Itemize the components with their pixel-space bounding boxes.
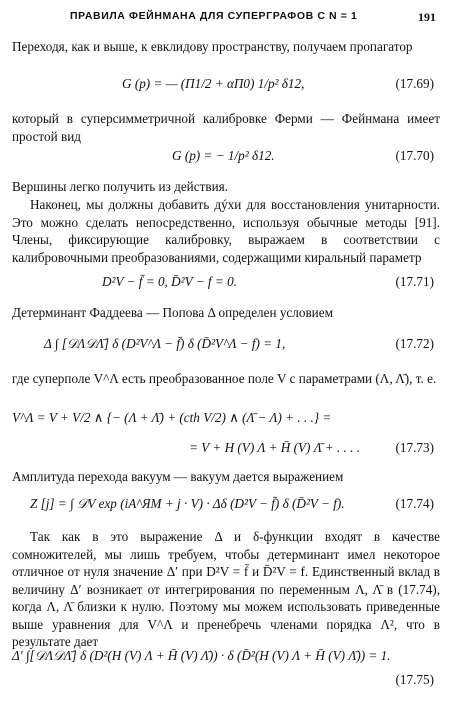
equation-17-72	[12, 334, 440, 360]
equation-formula: Δ ∫ [𝒟Λ𝒟Λ̄] δ (D²V^Λ − f̄) δ (D̄²V^Λ − f) = 1,	[44, 336, 286, 351]
paragraph-3: Вершины легко получить из действия.	[12, 179, 229, 194]
paragraph-2: который в суперсимметричной калибровке Ферми — Фейнмана имеет простой вид	[12, 111, 440, 144]
equation-number: (17.75)	[395, 672, 434, 687]
equation-formula: G (p) = − 1/p² δ12.	[172, 148, 275, 163]
equation-formula: = V + H (V) Λ + H̄ (V) Λ̄ + . . . .	[189, 440, 360, 455]
equation-number: (17.71)	[395, 274, 434, 289]
equation-17-74	[12, 494, 440, 520]
equation-number: (17.73)	[395, 440, 434, 455]
page-header	[0, 10, 452, 26]
equation-number: (17.74)	[395, 496, 434, 511]
equation-formula: Z [j] = ∫ 𝒟V exp (iA^ЯМ + j · V) · Δδ (D²V − f̄) δ (D̄²V − f).	[30, 496, 345, 511]
equation-17-71	[12, 272, 440, 298]
paragraph-7: Амплитуда перехода вакуум — вакуум дается выражением	[12, 469, 344, 484]
equation-formula: G (p) = — (Π1/2 + αΠ0) 1/p² δ12,	[122, 76, 305, 91]
equation-number: (17.70)	[395, 148, 434, 163]
equation-17-69	[12, 74, 440, 100]
equation-17-73-line2	[12, 438, 440, 464]
equation-17-70	[12, 146, 440, 172]
paragraph-5: Детерминант Фаддеева — Попова Δ определен условием	[12, 305, 333, 320]
equation-number: (17.72)	[395, 336, 434, 351]
paragraph-6: где суперполе V^Λ есть преобразованное поле V с параметрами (Λ, Λ̄), т. е.	[12, 371, 437, 386]
equation-17-75	[12, 646, 440, 672]
paragraph-8: Так как в это выражение Δ и δ-функции входят в качестве сомножителей, мы лишь требуем, чтобы детерминант имел некоторое отличное от нуля значение Δ′ при D²V = f̄ и D̄²V = f. Единственный вклад в величину Δ′ возникает от интегрирования по переменным Λ, Λ̄ в (17.74), когда Λ, Λ̄ близки к нулю. Поэтому мы можем использовать приведенные выше уравнения для V^Λ и пренебречь членами порядка Λ², что в результате дает	[12, 529, 440, 649]
page-number: 191	[418, 10, 436, 24]
paragraph-4: Наконец, мы должны добавить дýхи для восстановления унитарности. Это можно сделать непосредственно, используя обычные методы [91]. Члены, фиксирующие калибровку, выражаем в соответствии с калибровочными преобразованиями, содержащими киральный параметр	[12, 197, 440, 265]
equation-17-73-line1	[12, 408, 440, 434]
paragraph-1: Переходя, как и выше, к евклидову пространству, получаем пропагатор	[12, 39, 413, 54]
equation-number: (17.69)	[395, 76, 434, 91]
equation-formula: Δ′ ∫[𝒟Λ𝒟Λ̄] δ (D²(H (V) Λ + H̄ (V) Λ̄)) · δ (D̄²(H (V) Λ + H̄ (V) Λ̄)) = 1.	[12, 648, 391, 663]
equation-formula: D²V − f̄ = 0, D̄²V − f = 0.	[102, 274, 237, 289]
running-title: ПРАВИЛА ФЕЙНМАНА ДЛЯ СУПЕРГРАФОВ С N = 1	[70, 10, 358, 22]
equation-formula: V^Λ = V + V/2 ∧ {− (Λ + Λ̄) + (cth V/2) ∧ (Λ̄ − Λ) + . . .} =	[12, 410, 332, 425]
